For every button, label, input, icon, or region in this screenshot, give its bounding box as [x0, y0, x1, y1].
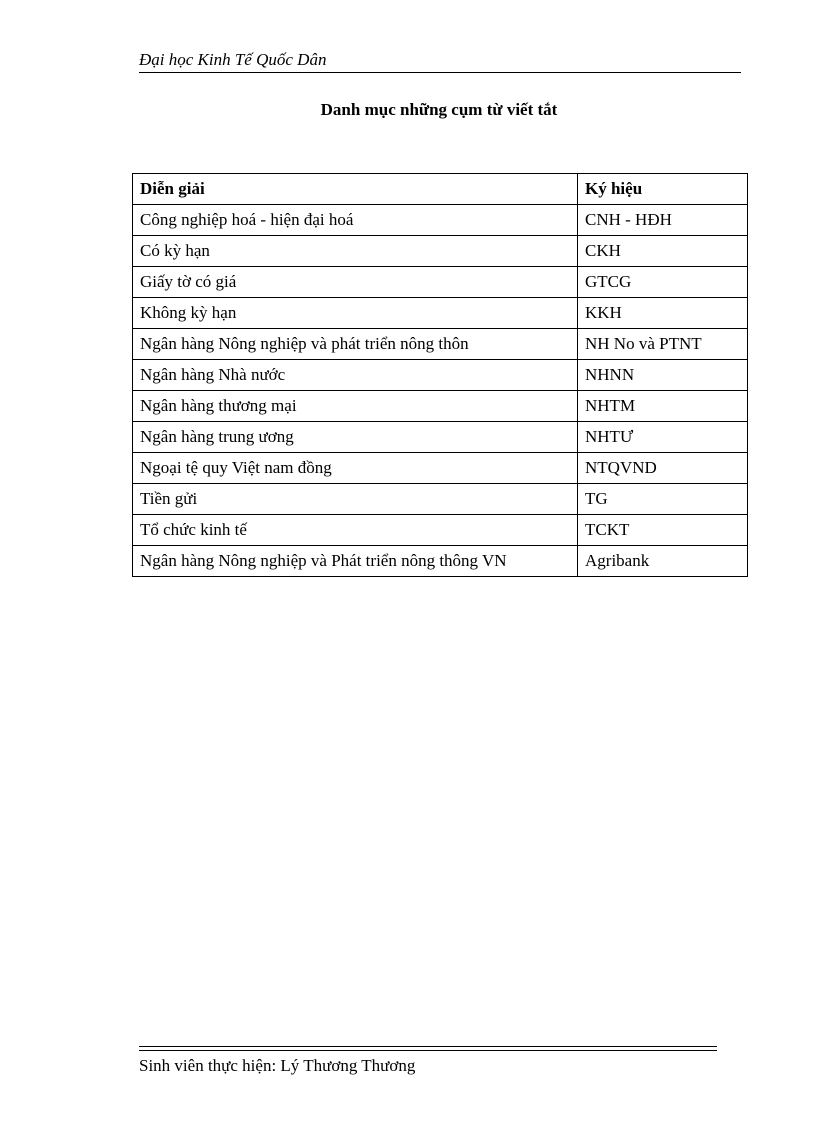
row-description: Tổ chức kinh tế [133, 515, 578, 546]
abbreviation-table [132, 173, 748, 577]
row-description: Giấy tờ có giá [133, 267, 578, 298]
table-row [133, 515, 748, 546]
table-row [133, 236, 748, 267]
header-institution: Đại học Kinh Tế Quốc Dân [139, 50, 327, 69]
row-description: Ngân hàng Nhà nước [133, 360, 578, 391]
row-symbol: Agribank [578, 546, 748, 577]
table-row [133, 360, 748, 391]
row-symbol: CNH - HĐH [578, 205, 748, 236]
row-symbol: NH No và PTNT [578, 329, 748, 360]
table-row [133, 298, 748, 329]
row-description: Ngân hàng Nông nghiệp và phát triển nông thôn [133, 329, 578, 360]
row-description: Ngân hàng trung ương [133, 422, 578, 453]
footer-rule-top [139, 1046, 717, 1047]
column-header-description: Diễn giải [133, 174, 578, 205]
table-row [133, 453, 748, 484]
row-description: Có kỳ hạn [133, 236, 578, 267]
table-row [133, 267, 748, 298]
row-description: Ngân hàng thương mại [133, 391, 578, 422]
row-symbol: TCKT [578, 515, 748, 546]
table-row [133, 205, 748, 236]
column-header-symbol: Ký hiệu [578, 174, 748, 205]
row-symbol: NTQVND [578, 453, 748, 484]
row-symbol: TG [578, 484, 748, 515]
table-row [133, 329, 748, 360]
row-symbol: CKH [578, 236, 748, 267]
row-description: Không kỳ hạn [133, 298, 578, 329]
row-symbol: NHTM [578, 391, 748, 422]
row-symbol: NHTƯ [578, 422, 748, 453]
table-row [133, 484, 748, 515]
table-header-row [133, 174, 748, 205]
table-row [133, 391, 748, 422]
table-row [133, 422, 748, 453]
footer-rule-bottom [139, 1050, 717, 1051]
row-description: Tiền gửi [133, 484, 578, 515]
row-symbol: GTCG [578, 267, 748, 298]
footer-author: Sinh viên thực hiện: Lý Thương Thương [139, 1056, 416, 1075]
row-symbol: KKH [578, 298, 748, 329]
page-header [139, 48, 741, 74]
row-description: Công nghiệp hoá - hiện đại hoá [133, 205, 578, 236]
header-rule [139, 72, 741, 73]
table-row [133, 546, 748, 577]
page-footer [139, 1046, 717, 1080]
page-title: Danh mục những cụm từ viết tắt [320, 100, 558, 119]
row-description: Ngoại tệ quy Việt nam đồng [133, 453, 578, 484]
row-description: Ngân hàng Nông nghiệp và Phát triển nông thông VN [133, 546, 578, 577]
row-symbol: NHNN [578, 360, 748, 391]
